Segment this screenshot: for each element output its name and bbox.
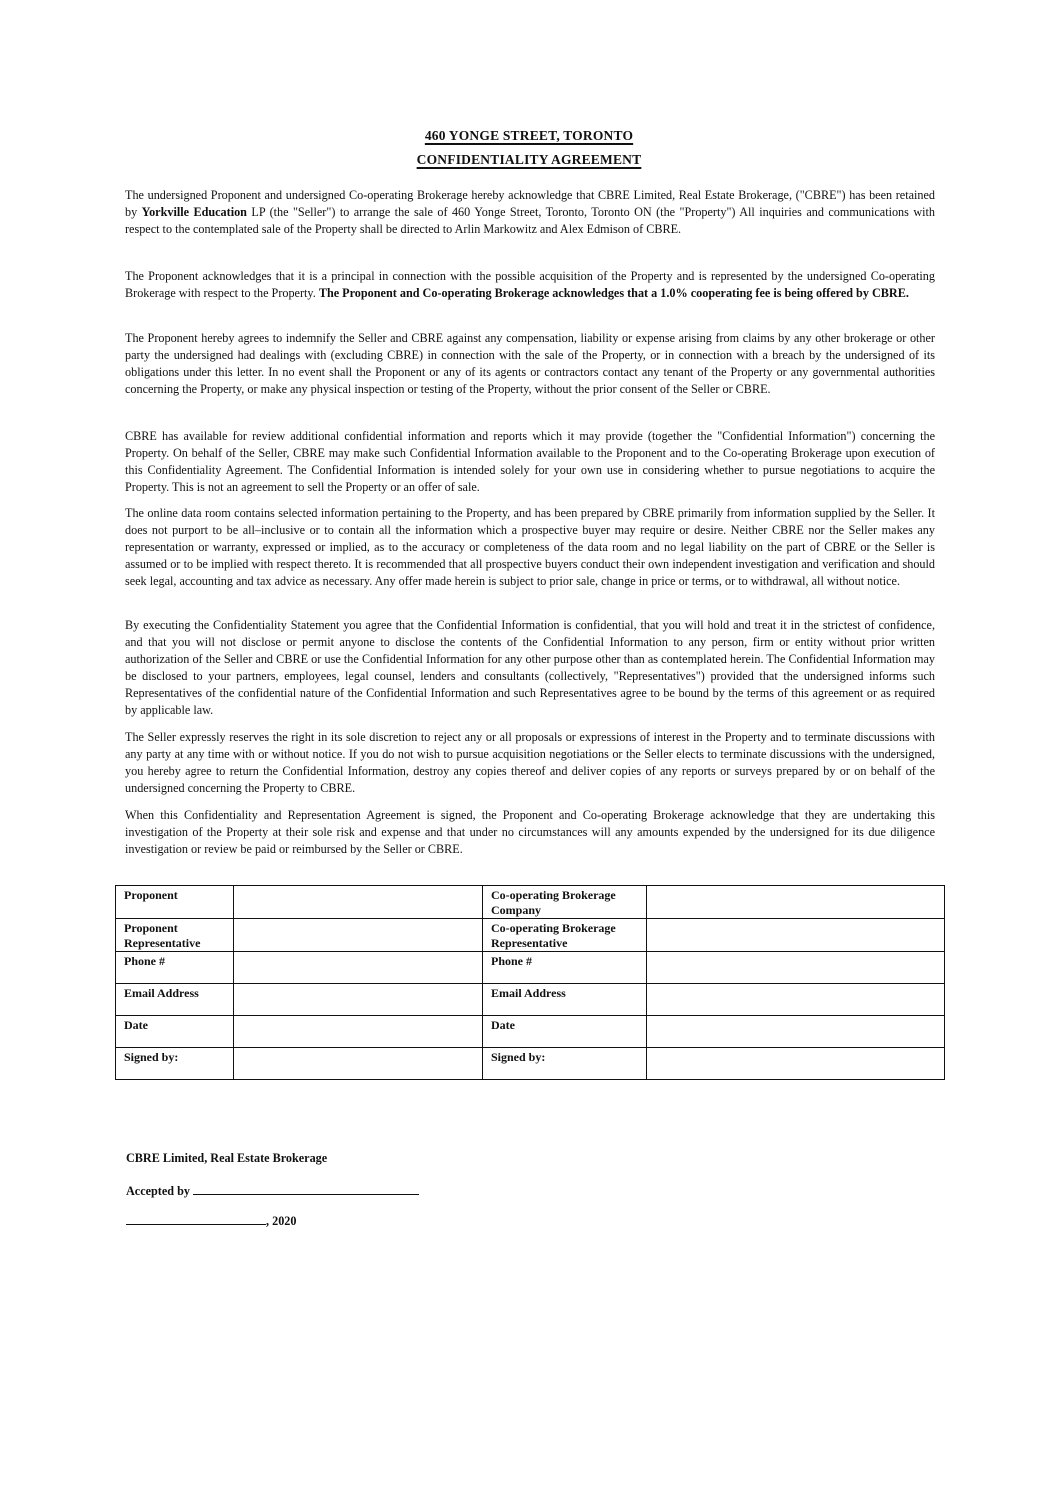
proponent-field[interactable] bbox=[234, 886, 483, 919]
table-row bbox=[116, 919, 945, 952]
brokerage-email-field[interactable] bbox=[647, 984, 945, 1016]
proponent-signed-by-label: Signed by: bbox=[116, 1048, 234, 1080]
proponent-representative-label: Proponent Representative bbox=[116, 919, 234, 952]
accepted-by-signature-line[interactable] bbox=[193, 1184, 419, 1195]
brokerage-company-field[interactable] bbox=[647, 886, 945, 919]
table-row bbox=[116, 1016, 945, 1048]
brokerage-date-label: Date bbox=[483, 1016, 647, 1048]
paragraph-confidentiality-statement: By executing the Confidentiality Statement you agree that the Confidential Information is confidential, that you will hold and treat it in the strictest of confidence, and that you will not disclose or permit anyone to disclose the contents of the Confidential Information to any person, firm or entity without prior written authorization of the Seller and CBRE or use the Confidential Information for any other purpose other than as contemplated herein. The Confidential Information may be disclosed to your partners, employees, legal counsel, lenders and consultants (collectively, "Representatives") provided that the undersigned informs such Representatives of the confidential nature of the Confidential Information and such Representatives agree to be bound by the terms of this agreement or as required by applicable law. bbox=[125, 618, 935, 717]
paragraph-indemnify: The Proponent hereby agrees to indemnify the Seller and CBRE against any compensation, liability or expense arising from claims by any other brokerage or other party the undersigned had dealings with (excluding CBRE) in connection with the sale of the Property, or in connection with a breach by the undersigned of its obligations under this letter. In no event shall the Proponent or any of its agents or contractors contact any tenant of the Property or any governmental authorities concerning the Property, or make any physical inspection or testing of the Property, without the prior consent of the Seller or CBRE. bbox=[125, 331, 935, 396]
table-row bbox=[116, 952, 945, 984]
proponent-email-field[interactable] bbox=[234, 984, 483, 1016]
paragraph-risk-expense: When this Confidentiality and Representation Agreement is signed, the Proponent and Co-operating Brokerage acknowledge that they are undertaking this investigation of the Property at their sole risk and expense and that under no circumstances will any amounts expended by the undersigned for its due diligence investigation or review be paid or reimbursed by the Seller or CBRE. bbox=[125, 808, 935, 856]
date-row bbox=[126, 1214, 296, 1229]
paragraph-seller-rights: The Seller expressly reserves the right in its sole discretion to reject any or all proposals or expressions of interest in the Property and to terminate discussions with any party at any time with or without notice. If you do not wish to pursue acquisition negotiations or the Seller elects to terminate discussions with the undersigned, you hereby agree to return the Confidential Information, destroy any copies thereof and deliver copies of any reports or surveys prepared by or on behalf of the undersigned concerning the Property to CBRE. bbox=[125, 730, 935, 795]
document-title-agreement: CONFIDENTIALITY AGREEMENT bbox=[416, 152, 642, 167]
table-row bbox=[116, 1048, 945, 1080]
brokerage-representative-field[interactable] bbox=[647, 919, 945, 952]
brokerage-company-label: Co-operating Brokerage Company bbox=[483, 886, 647, 919]
paragraph-principal: The Proponent acknowledges that it is a principal in connection with the possible acquisition of the Property and is represented by the undersigned Co-operating Brokerage with respect to the Property. The Proponent and Co-operating Brokerage acknowledges that a 1.0% cooperating fee is being offered by CBRE. bbox=[125, 269, 935, 300]
proponent-representative-field[interactable] bbox=[234, 919, 483, 952]
paragraph-confidential-info: CBRE has available for review additional confidential information and reports which it may provide (together the "Confidential Information") concerning the Property. On behalf of the Seller, CBRE may make such Confidential Information available to the Proponent and to the Co-operating Brokerage upon execution of this Confidentiality Agreement. The Confidential Information is intended solely for your own use in considering whether to pursue negotiations to acquire the Property. This is not an agreement to sell the Property or an offer of sale. bbox=[125, 429, 935, 494]
document-title-address: 460 YONGE STREET, TORONTO bbox=[424, 128, 634, 143]
year-label: , 2020 bbox=[266, 1214, 297, 1228]
brokerage-representative-label: Co-operating Brokerage Representative bbox=[483, 919, 647, 952]
brokerage-date-field[interactable] bbox=[647, 1016, 945, 1048]
paragraph-retention: The undersigned Proponent and undersigned Co-operating Brokerage hereby acknowledge that CBRE Limited, Real Estate Brokerage, ("CBRE") has been retained by Yorkville Education LP (the "Seller") to arrange the sale of 460 Yonge Street, Toronto, Toronto ON (the "Property") All inquiries and communications with respect to the contemplated sale of the Property shall be directed to Arlin Markowitz and Alex Edmison of CBRE. bbox=[125, 188, 935, 236]
signature-table bbox=[115, 885, 945, 1080]
accepted-by-row bbox=[126, 1184, 419, 1199]
table-row bbox=[116, 984, 945, 1016]
seller-name: Yorkville Education bbox=[141, 204, 247, 219]
paragraph-data-room: The online data room contains selected information pertaining to the Property, and has been prepared by CBRE primarily from information supplied by the Seller. It does not purport to be all–inclusive or to contain all the information which a prospective buyer may require or desire. Neither CBRE nor the Seller makes any representation or warranty, expressed or implied, as to the accuracy or completeness of the data room and no legal liability on the part of CBRE or the Seller is assumed or to be implied with respect thereto. It is recommended that all prospective buyers conduct their own independent investigation and verification and should seek legal, accounting and tax advice as necessary. Any offer made herein is subject to prior sale, change in price or terms, or to withdrawal, all without notice. bbox=[125, 506, 935, 588]
proponent-date-label: Date bbox=[116, 1016, 234, 1048]
proponent-signature-field[interactable] bbox=[234, 1048, 483, 1080]
brokerage-phone-label: Phone # bbox=[483, 952, 647, 984]
proponent-label: Proponent bbox=[116, 886, 234, 919]
accepted-by-label: Accepted by bbox=[126, 1184, 190, 1198]
proponent-phone-field[interactable] bbox=[234, 952, 483, 984]
brokerage-signature-field[interactable] bbox=[647, 1048, 945, 1080]
table-row bbox=[116, 886, 945, 919]
proponent-date-field[interactable] bbox=[234, 1016, 483, 1048]
proponent-phone-label: Phone # bbox=[116, 952, 234, 984]
brokerage-phone-field[interactable] bbox=[647, 952, 945, 984]
cooperating-fee-statement: The Proponent and Co-operating Brokerage acknowledges that a 1.0% cooperating fee is being offered by CBRE. bbox=[318, 285, 909, 300]
acceptance-date-line[interactable] bbox=[126, 1214, 266, 1225]
proponent-email-label: Email Address bbox=[116, 984, 234, 1016]
cbre-company-name: CBRE Limited, Real Estate Brokerage bbox=[126, 1151, 328, 1165]
brokerage-signed-by-label: Signed by: bbox=[483, 1048, 647, 1080]
brokerage-email-label: Email Address bbox=[483, 984, 647, 1016]
